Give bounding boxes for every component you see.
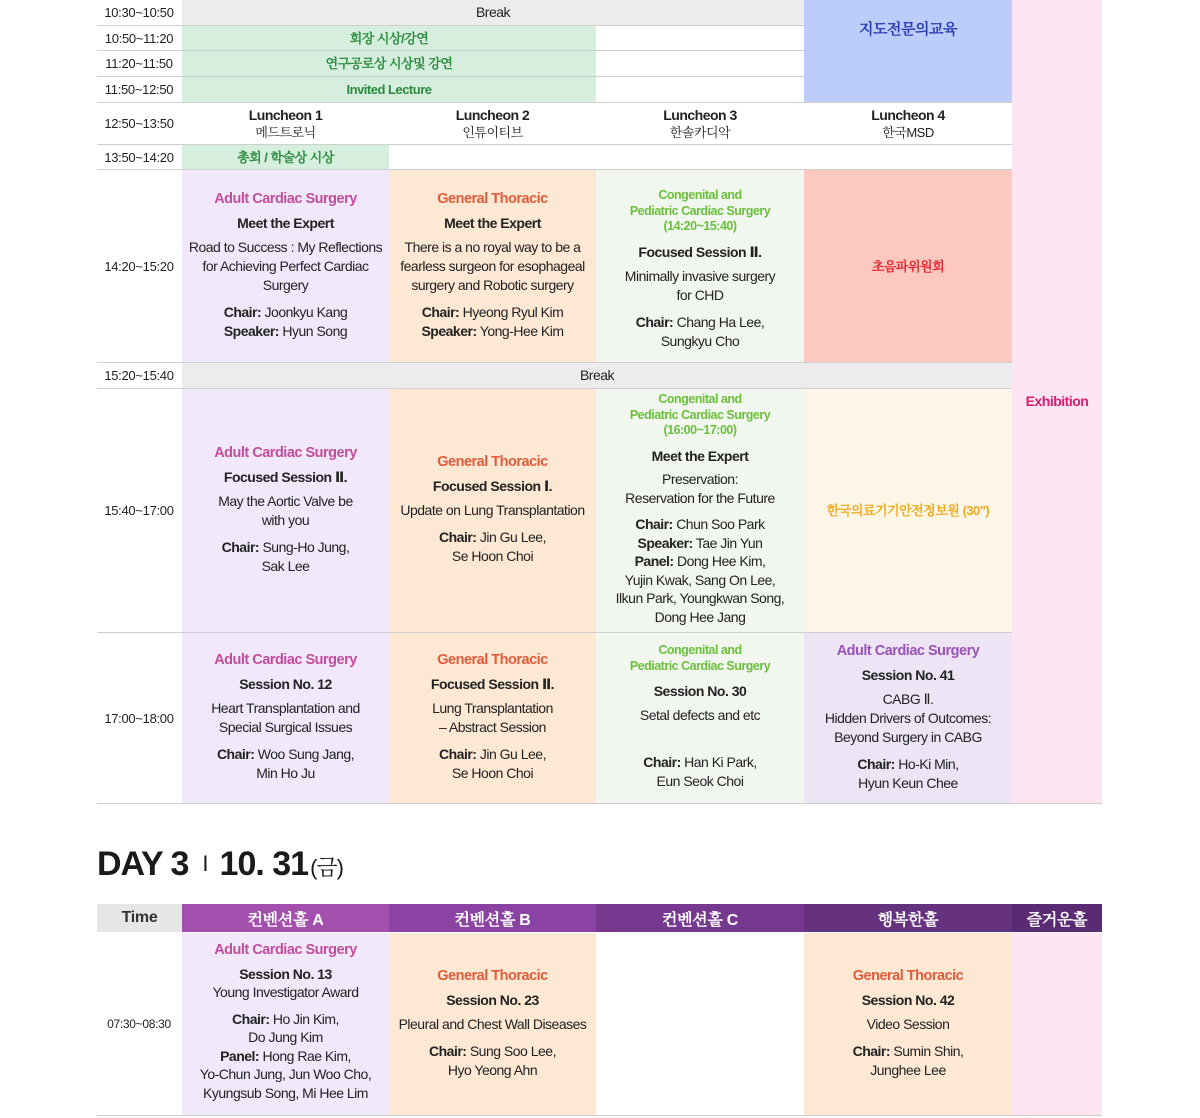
track-title: Pediatric Cardiac Surgery [629,203,771,218]
speaker-name: Hyun Song [282,323,348,339]
time-label: 07:30~08:30 [107,1017,171,1031]
luncheon-sponsor: 한솔카디악 [669,124,731,140]
chair-label: Chair: [635,313,674,330]
track-title: General Thoracic [437,191,548,207]
session-cell [389,170,596,362]
panel-names: Hong Rae Kim, [262,1047,351,1064]
track-time: (14:20~15:40) [663,219,737,233]
chair-name: Do Jung Kim [248,1029,323,1045]
speaker-name: Tae Jin Yun [695,534,763,551]
row-divider [97,76,804,77]
day-date: 10. 31 [219,845,309,883]
luncheon-2 [389,103,596,144]
session-title: Meet the Expert [651,447,749,464]
session-topic: Update on Lung Transplantation [400,502,585,518]
chair-label: Chair: [421,304,460,320]
chairman-award-cell [182,26,596,50]
session-cell [182,170,389,362]
chair-name: Joonkyu Kang [264,304,348,320]
chair-name: Sak Lee [261,558,310,574]
time-label: 12:50~13:50 [104,116,174,131]
chair-name: Jin Gu Lee, [479,529,546,545]
row-divider [97,632,1012,633]
session-topic: surgery and Robotic surgery [411,277,574,293]
session-topic: Heart Transplantation and [211,700,360,716]
session-cell [804,933,1012,1115]
panel-names: Kyungsub Song, Mi Hee Lim [203,1084,368,1101]
session-title: Focused Session Ⅰ. [432,478,553,494]
committee-label: 한국의료기기안전정보원 (30") [826,503,990,518]
speaker-label: Speaker: [421,323,477,339]
session-title: Focused Session Ⅱ. [430,676,555,692]
session-title: Session No. 13 [239,965,332,982]
panel-names: Ilkun Park, Youngkwan Song, [615,590,785,606]
break-label: Break [475,4,511,20]
time-label: 10:50~11:20 [104,31,174,46]
session-cell [389,633,596,803]
time-label: 10:30~10:50 [104,5,174,20]
session-cell [804,389,1012,632]
chair-name: Sung-Ho Jung, [262,539,350,555]
session-cell [389,933,596,1115]
track-time: (16:00~17:00) [663,423,737,437]
break-cell [182,0,804,25]
day-separator: I [202,851,208,876]
session-topic: Pleural and Chest Wall Diseases [398,1016,587,1032]
chair-label: Chair: [635,516,673,532]
chair-name: Jin Gu Lee, [479,746,546,762]
panel-label: Panel: [634,553,674,569]
track-title: Pediatric Cardiac Surgery [629,658,771,673]
chair-name: Sung Soo Lee, [469,1043,556,1059]
session-cell [596,633,804,803]
session-title: Session No. 12 [239,676,332,692]
session-cell [389,389,596,632]
track-title: General Thoracic [437,652,548,668]
panel-label: Panel: [220,1047,260,1064]
row-divider [97,362,1012,363]
luncheon-4 [804,103,1012,144]
chairman-award-label: 회장 시상/강연 [349,30,429,46]
session-topic: Special Surgical Issues [218,719,353,735]
chair-name: Han Ki Park, [684,754,757,770]
track-title: Congenital and [658,643,742,657]
time-label: 11:50~12:50 [104,82,174,97]
session-topic: Lung Transplantation [432,700,553,716]
session-title: Meet the Expert [444,215,541,231]
chair-label: Chair: [216,746,255,762]
session-cell [182,933,389,1115]
track-title: General Thoracic [437,968,548,984]
chair-label: Chair: [429,1043,467,1059]
research-award-label: 연구공로상 시상및 강연 [325,56,453,71]
session-title: Session No. 41 [861,667,955,683]
session-topic: for CHD [676,286,724,303]
exhibition-cell [1012,0,1102,803]
break-label: Break [579,367,615,383]
session-topic: – Abstract Session [439,719,546,735]
invited-lecture-label: Invited Lecture [346,82,432,97]
empty-cell [596,933,804,1115]
time-label: 15:40~17:00 [104,503,174,518]
luncheon-title: Luncheon 2 [455,106,530,123]
row-divider [97,102,1012,103]
guidance-label: 지도전문의교육 [859,21,957,38]
luncheon-title: Luncheon 4 [871,106,945,123]
chair-label: Chair: [232,1010,270,1027]
chair-label: Chair: [221,539,260,555]
chair-label: Chair: [439,746,477,762]
session-cell [804,633,1012,803]
session-topic: Beyond Surgery in CABG [834,729,982,745]
row-divider [97,169,1012,170]
panel-names: Yo-Chun Jung, Jun Woo Cho, [199,1066,372,1082]
speaker-label: Speaker: [223,323,279,339]
guidance-cell [804,0,1012,102]
session-topic: Video Session [866,1016,950,1032]
session-topic: May the Aortic Valve be [218,493,353,509]
general-meeting-cell [182,145,389,169]
chair-label: Chair: [852,1043,891,1059]
chair-name: Se Hoon Choi [451,548,534,564]
chair-name: Se Hoon Choi [451,765,534,781]
panel-names: Dong Hee Kim, [676,553,766,569]
luncheon-title: Luncheon 1 [248,106,323,123]
chair-name: Eun Seok Choi [656,773,744,789]
time-label: 11:20~11:50 [105,56,173,71]
session-cell [804,170,1012,362]
session-topic: Young Investigator Award [212,984,359,1000]
session-cell [182,633,389,803]
session-title: Meet the Expert [237,215,334,231]
session-topic: CABG Ⅱ. [882,691,934,707]
invited-lecture-cell [182,77,596,102]
research-award-cell [182,51,596,76]
session-topic: Preservation: [662,471,738,487]
session-topic: Surgery [262,277,309,293]
time-label: 13:50~14:20 [104,150,174,165]
luncheon-sponsor: 한국MSD [882,124,934,140]
session-cell [182,389,389,632]
row-divider [97,1115,1102,1116]
track-title: Pediatric Cardiac Surgery [629,407,771,422]
day-weekday: (금) [310,855,343,880]
luncheon-1 [182,103,389,144]
time-label: 17:00~18:00 [104,710,174,726]
general-meeting-label: 총회 / 학술상 시상 [237,149,334,165]
session-title: Session No. 30 [653,683,747,699]
row-divider [97,50,804,51]
header-hall-c: 컨벤션홀 C [596,904,804,932]
header-joyful-hall: 즐거운홀 [1012,904,1102,932]
chair-name: Sungkyu Cho [660,332,740,349]
day3-heading [97,845,343,889]
exhibition-label: Exhibition [1025,393,1089,409]
session-topic: with you [261,512,310,528]
session-topic: Minimally invasive surgery [624,267,776,284]
row-divider [97,144,1012,145]
chair-label: Chair: [439,529,477,545]
chair-name: Sumin Shin, [893,1043,964,1059]
luncheon-sponsor: 메드트로닉 [255,124,316,140]
speaker-label: Speaker: [637,534,693,551]
luncheon-title: Luncheon 3 [663,106,737,123]
chair-name: Junghee Lee [870,1062,946,1078]
track-title: Adult Cardiac Surgery [836,643,980,659]
chair-label: Chair: [857,756,895,772]
session-topic: There is a no royal way to be a [404,239,581,255]
panel-names: Dong Hee Jang [654,608,746,625]
track-title: Congenital and [658,188,742,202]
track-title: General Thoracic [437,454,548,470]
chair-name: Hyun Keun Chee [858,775,958,791]
chair-name: Woo Sung Jang, [257,746,355,762]
committee-label: 초음파위원회 [871,258,945,274]
track-title: Congenital and [658,392,742,406]
chair-name: Min Ho Ju [256,765,315,781]
luncheon-3 [596,103,804,144]
session-title: Focused Session Ⅱ. [638,243,762,260]
time-label: 15:20~15:40 [104,368,174,383]
row-divider [97,803,1102,804]
chair-name: Chun Soo Park [676,516,765,532]
track-title: Adult Cardiac Surgery [214,652,357,668]
header-hall-a: 컨벤션홀 A [182,904,389,932]
chair-label: Chair: [643,754,681,770]
session-title: Session No. 23 [446,992,539,1008]
panel-names: Yujin Kwak, Sang On Lee, [624,571,776,588]
header-happy-hall: 행복한홀 [804,904,1012,932]
session-topic: fearless surgeon for esophageal [400,258,585,274]
track-title: Adult Cardiac Surgery [214,942,357,958]
header-time: Time [97,904,182,932]
session-topic: for Achieving Perfect Cardiac [202,258,369,274]
break-cell [182,363,1012,388]
track-title: Adult Cardiac Surgery [214,445,357,461]
track-title: General Thoracic [852,968,964,984]
session-topic: Setal defects and etc [639,707,761,723]
luncheon-sponsor: 인튜이티브 [462,124,523,140]
chair-name: Chang Ha Lee, [676,313,765,330]
session-topic: Road to Success : My Reflections [188,239,383,255]
day-label: DAY 3 [97,845,189,883]
track-title: Adult Cardiac Surgery [214,191,357,207]
chair-name: Hyeong Ryul Kim [462,304,564,320]
joyful-hall-cell [1012,933,1102,1115]
chair-name: Hyo Yeong Ahn [447,1062,538,1078]
session-title: Session No. 42 [861,992,955,1008]
chair-name: Ho Jin Kim, [272,1010,339,1027]
row-divider [97,388,1012,389]
chair-name: Ho-Ki Min, [898,756,959,772]
chair-label: Chair: [223,304,262,320]
row-divider [97,25,804,26]
header-hall-b: 컨벤션홀 B [389,904,596,932]
session-cell [596,389,804,632]
session-title: Focused Session Ⅱ. [223,469,348,485]
session-cell [596,170,804,362]
speaker-name: Yong-Hee Kim [479,323,564,339]
session-topic: Reservation for the Future [625,489,775,506]
session-topic: Hidden Drivers of Outcomes: [824,710,992,726]
time-label: 14:20~15:20 [104,258,174,274]
